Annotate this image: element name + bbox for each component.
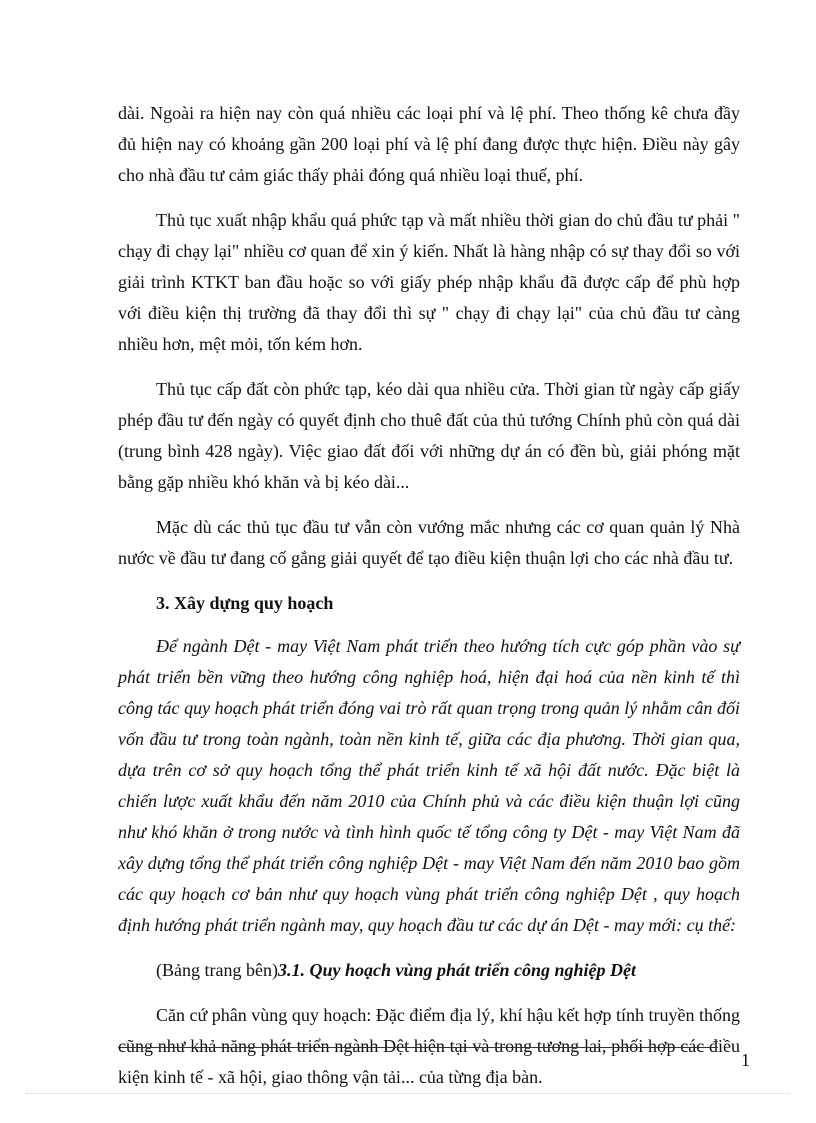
section-heading: 3. Xây dựng quy hoạch — [156, 593, 334, 613]
paragraph-planning: Để ngành Dệt - may Việt Nam phát triển theo hướng tích cực góp phần vào sự phát triển bền vững theo hướng công nghiệp hoá, hiện đại hoá của nền kinh tế thì công tác quy hoạch phát triển đóng vai trò rất quan trọng trong quản lý nhằm cân đối vốn đầu tư trong toàn ngành, toàn nền kinh tế, giữa các địa phương. Thời gian qua, dựa trên cơ sở quy hoạch tổng thể phát triển kinh tế xã hội đất nước. Đặc biệt là chiến lược xuất khẩu đến năm 2010 của Chính phủ và các điều kiện thuận lợi cũng như khó khăn ở trong nước và tình hình quốc tế tổng công ty Dệt - may Việt Nam đã xây dựng tổng thể phát triển công nghiệp Dệt - may Việt Nam đến năm 2010 bao gồm các quy hoạch cơ bản như quy hoạch vùng phát triển công nghiệp Dệt , quy hoạch định hướng phát triển ngành may, quy hoạch đầu tư các dự án Dệt - may mới: cụ thể: — [118, 636, 740, 935]
page-bottom-border — [26, 1093, 790, 1094]
subsection-heading: 3.1. Quy hoạch vùng phát triển công nghiệp Dệt — [277, 960, 637, 980]
paragraph-table-note — [118, 955, 740, 986]
page-number: 1 — [741, 1050, 750, 1070]
paragraph-fees: dài. Ngoài ra hiện nay còn quá nhiều các loại phí và lệ phí. Theo thống kê chưa đầy đủ hiện nay có khoảng gần 200 loại phí và lệ phí đang được thực hiện. Điều này gây cho nhà đầu tư cảm giác thấy phải đóng quá nhiều loại thuế, phí. — [118, 103, 740, 185]
table-note: (Bảng trang bên) — [156, 960, 278, 980]
document-body — [118, 98, 740, 1107]
paragraph-land-procedures: Thủ tục cấp đất còn phức tạp, kéo dài qua nhiều cửa. Thời gian từ ngày cấp giấy phép đầu tư đến ngày có quyết định cho thuê đất của thủ tướng Chính phủ còn quá dài (trung bình 428 ngày). Việc giao đất đối với những dự án có đền bù, giải phóng mặt bằng gặp nhiều khó khăn và bị kéo dài... — [118, 379, 740, 492]
paragraph-state-agencies: Mặc dù các thủ tục đầu tư vẫn còn vướng mắc nhưng các cơ quan quản lý Nhà nước về đầu tư đang cố gắng giải quyết để tạo điều kiện thuận lợi cho các nhà đầu tư. — [118, 517, 740, 568]
paragraph-import-export: Thủ tục xuất nhập khẩu quá phức tạp và mất nhiều thời gian do chủ đầu tư phải " chạy đi chạy lại" nhiều cơ quan để xin ý kiến. Nhất là hàng nhập có sự thay đổi so với giải trình KTKT ban đầu hoặc so với giấy phép nhập khẩu đã được cấp để phù hợp với điều kiện thị trường đã thay đổi thì sự " chạy đi chạy lại" của chủ đầu tư càng nhiều hơn, mệt mỏi, tốn kém hơn. — [118, 210, 740, 354]
footer-divider — [118, 1047, 718, 1048]
paragraph-zoning: Căn cứ phân vùng quy hoạch: Đặc điểm địa lý, khí hậu kết hợp tính truyền thống cũng như khả năng phát triển ngành Dệt hiện tại và trong tương lai, phối hợp các điều kiện kinh tế - xã hội, giao thông vận tải... của từng địa bàn. — [118, 1005, 740, 1087]
